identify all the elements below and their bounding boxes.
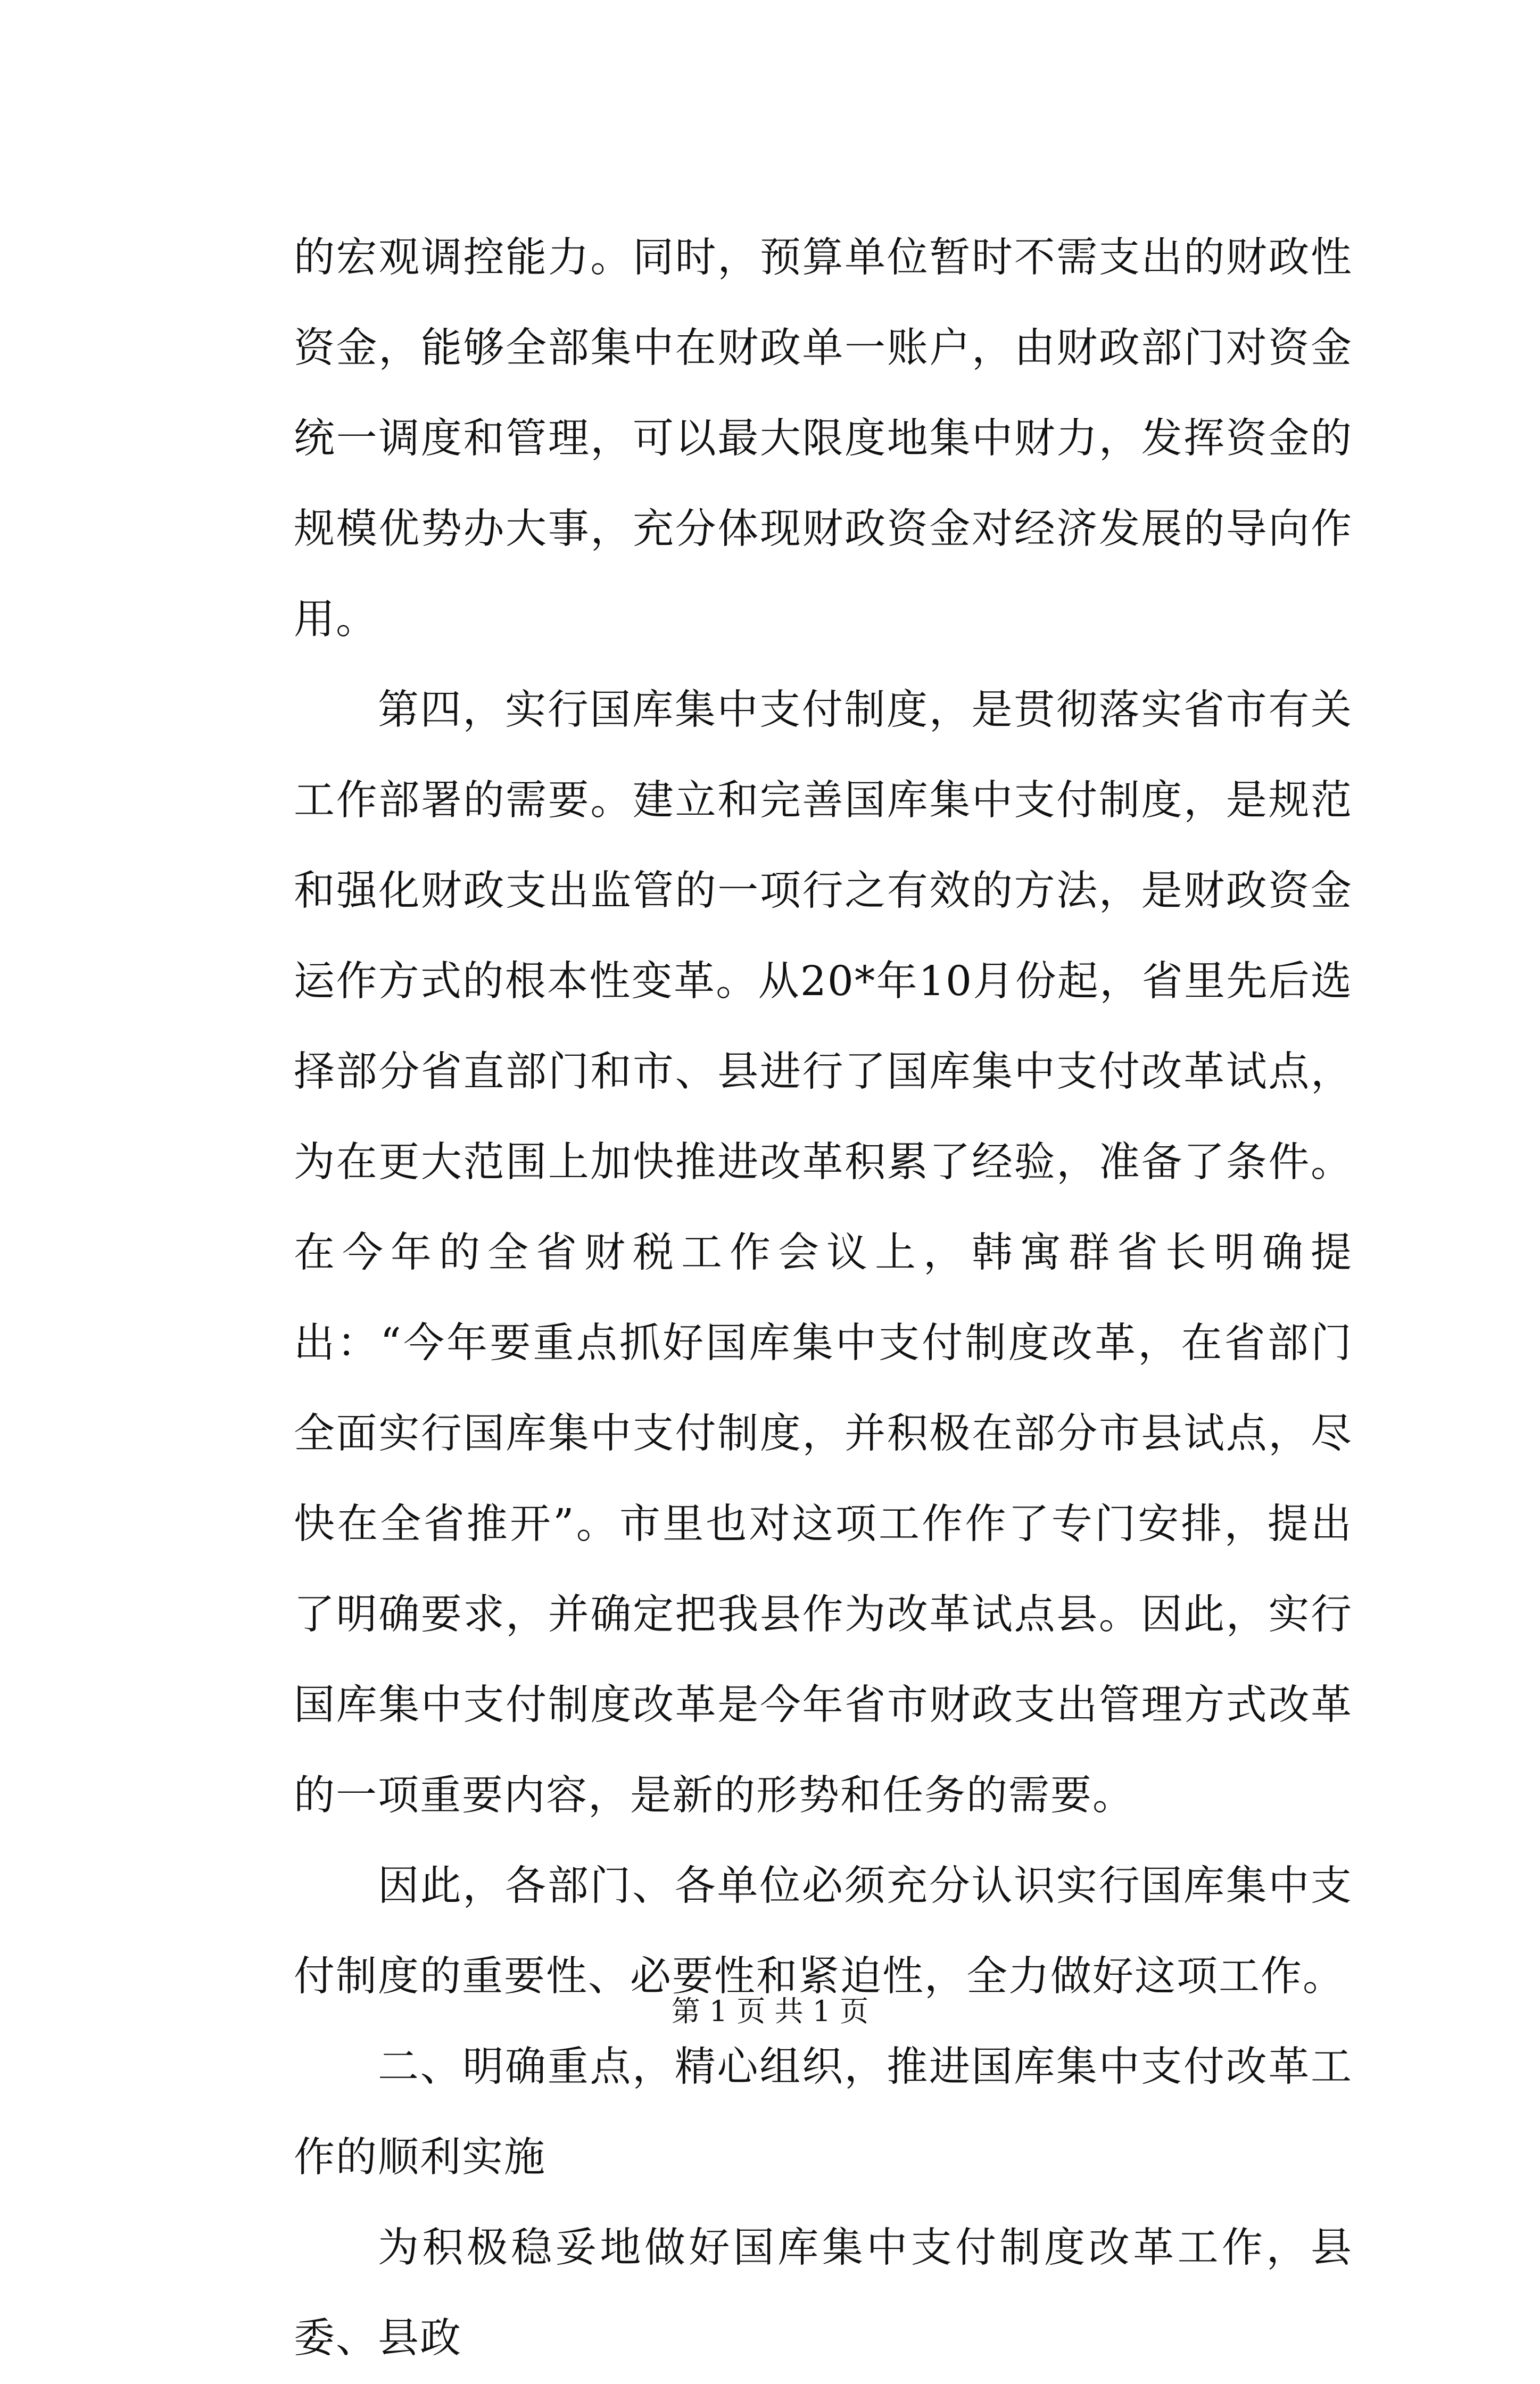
paragraph-continuation: 的宏观调控能力。同时，预算单位暂时不需支出的财政性资金，能够全部集中在财政单一账户，由财政部门对资金统一调度和管理，可以最大限度地集中财力，发挥资金的规模优势办大事，充分体现财政资金对经济发展的导向作用。 <box>294 234 1353 643</box>
section-heading-two: 二、明确重点，精心组织，推进国库集中支付改革工作的顺利实施 <box>294 2043 1353 2181</box>
paragraph-fourth-point: 第四，实行国库集中支付制度，是贯彻落实省市有关工作部署的需要。建立和完善国库集中支付制度，是规范和强化财政支出监管的一项行之有效的方法，是财政资金运作方式的根本性变革。从20*年10月份起，省里先后选择部分省直部门和市、县进行了国库集中支付改革试点，为在更大范围上加快推进改革积累了经验，准备了条件。在今年的全省财税工作会议上，韩寓群省长明确提出：“今年要重点抓好国库集中支付制度改革，在省部门全面实行国库集中支付制度，并积极在部分市县试点，尽快在全省推开”。市里也对这项工作作了专门安排，提出了明确要求，并确定把我县作为改革试点县。因此，实行国库集中支付制度改革是今年省市财政支出管理方式改革的一项重要内容，是新的形势和任务的需要。 <box>294 686 1353 1819</box>
paragraph-conclusion: 因此，各部门、各单位必须充分认识实行国库集中支付制度的重要性、必要性和紧迫性，全力做好这项工作。 <box>294 1862 1353 2000</box>
page-footer: 第 1 页 共 1 页 <box>671 1994 869 2028</box>
document-body <box>294 213 1353 2384</box>
paragraph-section-intro: 为积极稳妥地做好国库集中支付制度改革工作，县委、县政 <box>294 2224 1353 2362</box>
